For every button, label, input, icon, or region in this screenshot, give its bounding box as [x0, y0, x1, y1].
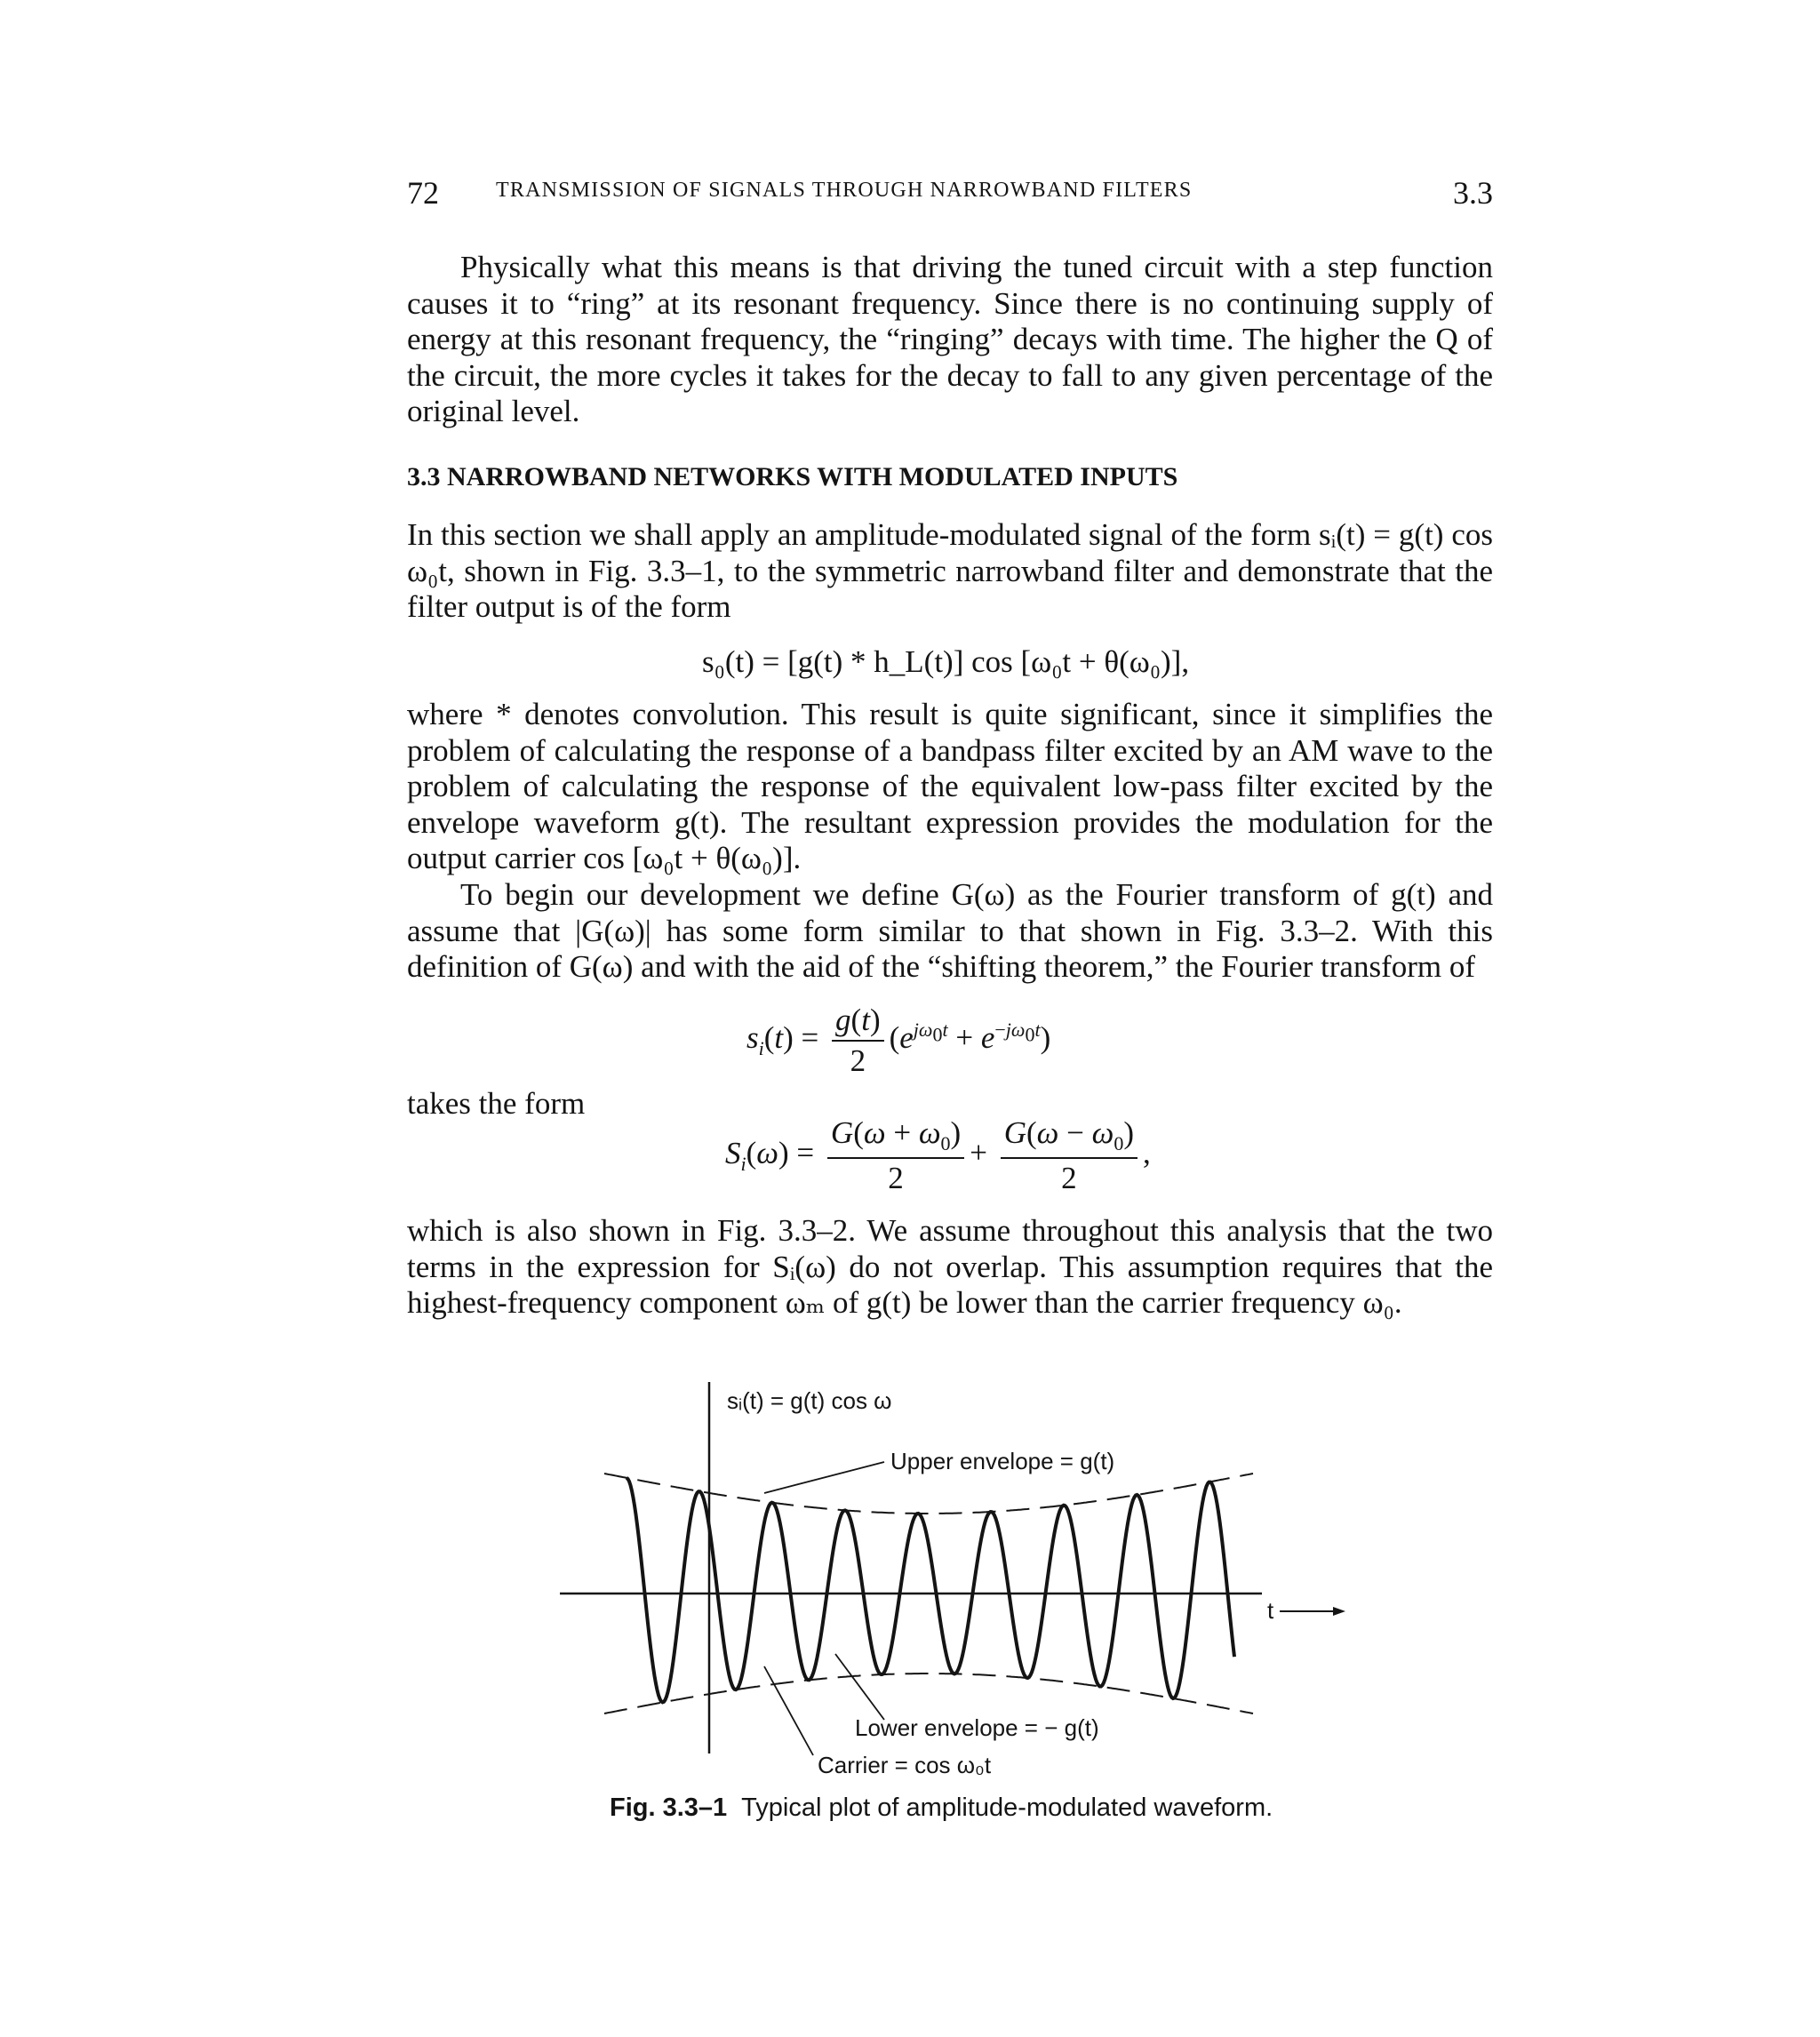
- paragraph-ringing: Physically what this means is that driving the tuned circuit with a step function causes it to “ring” at its resonant frequency. Since there is no continuing supply of energy at this resonant frequency, the “ringing” decays with time. The higher the Q of the circuit, the more cycles it takes for the decay to fall to any given percentage of the original level.: [407, 250, 1493, 428]
- page-number: 72: [407, 175, 439, 211]
- equation-input-signal: $s_i(t)$ = $\frac{g(t)}{2}$ $(e^{j\omega_0t} + e^{-j\omega_0t})$: [746, 1003, 1051, 1078]
- section-number: 3.3: [1453, 175, 1493, 211]
- equation-output: s₀(t) = [g(t) * h_L(t)] cos [ω₀t + θ(ω₀)],: [702, 644, 1190, 679]
- y-axis-label: sᵢ(t) = g(t) cos ω: [727, 1387, 892, 1414]
- section-heading: 3.3 NARROWBAND NETWORKS WITH MODULATED INPUTS: [407, 462, 1178, 491]
- t-arrow-head: [1333, 1607, 1345, 1616]
- figure-caption-text: Typical plot of amplitude-modulated waveform.: [741, 1793, 1273, 1822]
- figure-caption-number: Fig. 3.3–1: [610, 1793, 728, 1822]
- running-title: TRANSMISSION OF SIGNALS THROUGH NARROWBAND FILTERS: [496, 179, 1193, 202]
- equation-spectrum: $S_i(\omega)$ = $\frac{G(\omega + \omega_0)}{2}$ + $\frac{G(\omega - \omega_0)}{2}$ ,: [725, 1115, 1151, 1195]
- paragraph-fourier: To begin our development we define G(ω) as the Fourier transform of g(t) and assume that |G(ω)| has some form similar to that shown in Fig. 3.3–2. With this definition of G(ω) and with the aid of the “shifting theorem,” the Fourier transform of: [407, 877, 1493, 984]
- paragraph-intro: In this section we shall apply an amplitude-modulated signal of the form sᵢ(t) = g(t) cos ω₀t, shown in Fig. 3.3–1, to the symmetric narrowband filter and demonstrate that the filter output is of the form: [407, 517, 1493, 624]
- modulated-carrier-wave: [627, 1478, 1234, 1703]
- paragraph-convolution: where * denotes convolution. This result is quite significant, since it simplifies the problem of calculating the response of a bandpass filter excited by an AM wave to the problem of calculating the response of the equivalent low-pass filter excited by the envelope waveform g(t). The resultant expression provides the modulation for the output carrier cos [ω₀t + θ(ω₀)].: [407, 697, 1493, 875]
- upper-envelope-leader: [764, 1462, 884, 1493]
- running-header: [407, 174, 1493, 213]
- carrier-label: Carrier = cos ω₀t: [818, 1752, 992, 1778]
- takes-the-form-label: takes the form: [407, 1086, 586, 1121]
- am-waveform-plot: [551, 1373, 1351, 1800]
- lower-envelope-label: Lower envelope = − g(t): [855, 1714, 1099, 1741]
- lower-envelope-curve: [604, 1674, 1253, 1713]
- am-waveform-figure: [551, 1373, 1351, 1800]
- paragraph-no-overlap: which is also shown in Fig. 3.3–2. We assume throughout this analysis that the two terms in the expression for Sᵢ(ω) do not overlap. This assumption requires that the highest-frequency component ωₘ of g(t) be lower than the carrier frequency ω₀.: [407, 1213, 1493, 1320]
- figure-caption: [610, 1793, 1273, 1823]
- upper-envelope-label: Upper envelope = g(t): [890, 1448, 1115, 1474]
- t-axis-label: t: [1267, 1597, 1274, 1624]
